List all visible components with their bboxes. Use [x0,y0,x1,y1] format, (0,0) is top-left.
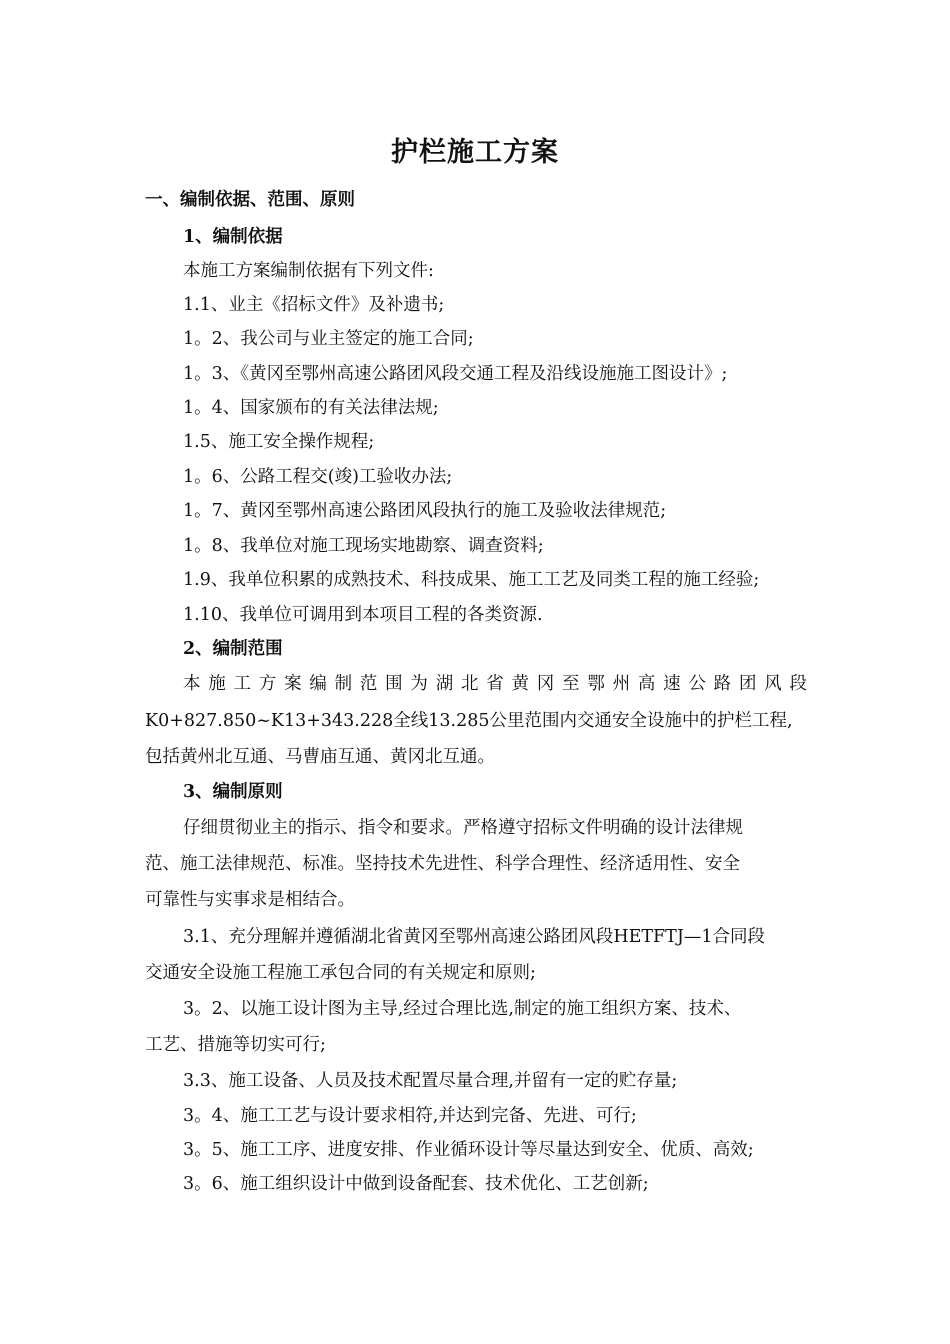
document-title: 护栏施工方案 [391,137,559,168]
paragraph-line: 仔细贯彻业主的指示、指令和要求。严格遵守招标文件明确的设计法律规 [183,818,743,838]
subsection-heading: 2、编制范围 [183,639,283,659]
paragraph-line: 包括黄州北互通、马曹庙互通、黄冈北互通。 [145,747,495,767]
subsection-heading: 1、编制依据 [183,227,283,247]
paragraph: 本施工方案编制依据有下列文件: [183,261,434,281]
list-item: 3。4、施工工艺与设计要求相符,并达到完备、先进、可行; [183,1106,637,1126]
list-item: 1.10、我单位可调用到本项目工程的各类资源. [183,605,543,625]
list-item: 3。6、施工组织设计中做到设备配套、技术优化、工艺创新; [183,1174,649,1194]
list-item: 3.1、充分理解并遵循湖北省黄冈至鄂州高速公路团风段HETFTJ—1合同段 [183,927,766,947]
list-item: 3。5、施工工序、进度安排、作业循环设计等尽量达到安全、优质、高效; [183,1140,754,1160]
paragraph-line: 本施工方案编制范围为湖北省黄冈至鄂州高速公路团风段 [183,674,807,694]
list-item: 1。7、黄冈至鄂州高速公路团风段执行的施工及验收法律规范; [183,501,667,521]
section-heading: 一、编制依据、范围、原则 [145,190,355,210]
list-item: 1.1、业主《招标文件》及补遗书; [183,295,445,315]
list-item: 1.9、我单位积累的成熟技术、科技成果、施工工艺及同类工程的施工经验; [183,570,760,590]
list-item: 1.5、施工安全操作规程; [183,432,375,452]
subsection-heading: 3、编制原则 [183,782,283,802]
paragraph-line: 范、施工法律规范、标准。坚持技术先进性、科学合理性、经济适用性、安全 [145,854,740,874]
list-item: 1。4、国家颁布的有关法律法规; [183,398,439,418]
list-item: 3。2、以施工设计图为主导,经过合理比选,制定的施工组织方案、技术、 [183,999,742,1019]
list-item-continuation: 交通安全设施工程施工承包合同的有关规定和原则; [145,963,536,983]
list-item: 1。6、公路工程交(竣)工验收办法; [183,467,453,487]
list-item: 1。8、我单位对施工现场实地勘察、调查资料; [183,536,544,556]
list-item: 1。3、《黄冈至鄂州高速公路团风段交通工程及沿线设施施工图设计》; [183,364,728,384]
list-item-continuation: 工艺、措施等切实可行; [145,1035,326,1055]
list-item: 3.3、施工设备、人员及技术配置尽量合理,并留有一定的贮存量; [183,1071,678,1091]
paragraph-line: K0+827.850~K13+343.228全线13.285公里范围内交通安全设施中的护栏工程, [145,711,793,731]
list-item: 1。2、我公司与业主签定的施工合同; [183,329,474,349]
paragraph-line: 可靠性与实事求是相结合。 [145,890,355,910]
